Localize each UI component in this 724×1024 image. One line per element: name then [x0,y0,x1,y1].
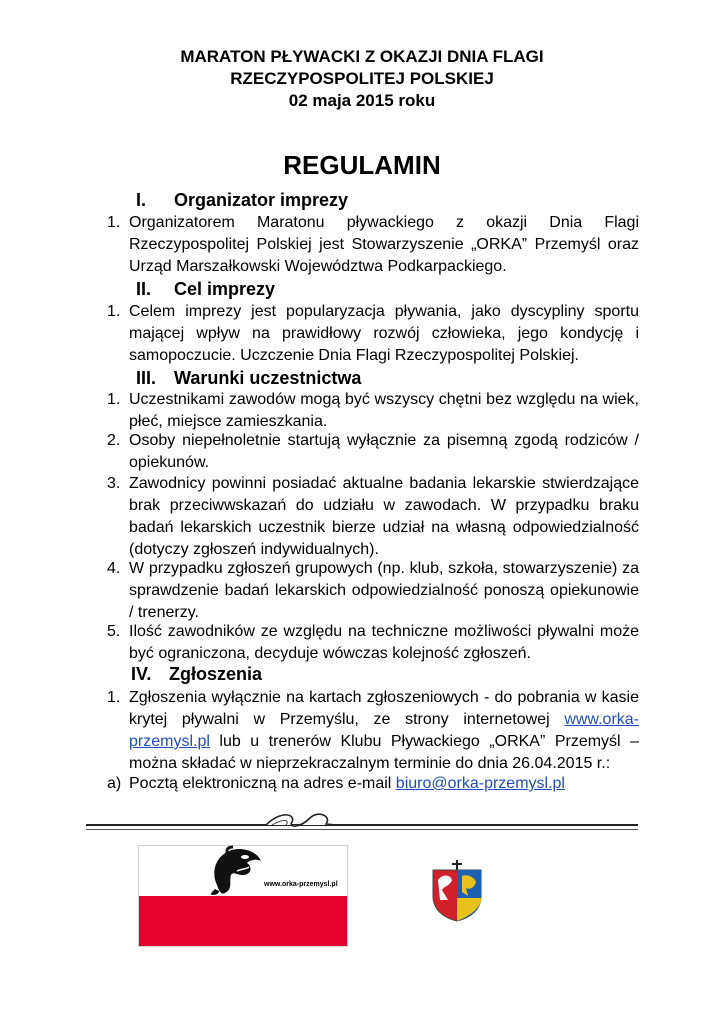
orca-icon [207,845,265,897]
list-item: 1. Uczestnikami zawodów mogą być wszyscy chętni bez względu na wiek, płeć, miejsce zamieszkania. [107,391,639,430]
list-item: 3. Zawodnicy powinni posiadać aktualne badania lekarskie stwierdzające brak przeciwwskazań do udziału w zawodach. W przypadku braku badań lekarskich uczestnik bierze udział na własną odpowiedzialność (dotyczy zgłoszeń indywidualnych). [107,475,639,558]
list-item: 2. Osoby niepełnoletnie startują wyłącznie za pisemną zgodą rodziców / opiekunów. [107,432,639,471]
section-heading-organizer: I. Organizator imprezy [136,190,349,210]
section-heading-goal: II. Cel imprezy [136,279,276,299]
document-title: REGULAMIN [283,150,441,180]
list-item: 4. W przypadku zgłoszeń grupowych (np. klub, szkoła, stowarzyszenie) za sprawdzenie badań lekarskich odpowiedzialność ponoszą opiekunowie / trenerzy. [107,560,639,621]
section-heading-conditions: III. Warunki uczestnictwa [136,368,362,388]
list-item: 5. Ilość zawodników ze względu na techniczne możliwości pływalni może być ograniczona, decyduje wówczas kolejność zgłoszeń. [107,623,639,662]
website-link[interactable]: www.orka-przemysl.pl [129,711,639,750]
list-item: 1. Zgłoszenia wyłącznie na kartach zgłoszeniowych - do pobrania w kasie krytej pływalni w Przemyślu, ze strony internetowej www.orka-przemysl.pl lub u trenerów Klubu Pływackiego „ORKA” Przemyśl – można składać w nieprzekraczalnym terminie do dnia 26.04.2015 r.: [107,689,639,772]
header-date: 02 maja 2015 roku [288,91,436,110]
list-item: 1. Celem imprezy jest popularyzacja pływania, jako dyscypliny sportu mającej wpływ na prawidłowy rozwój człowieka, jego kondycję i samopoczucie. Uczczenie Dnia Flagi Rzeczypospolitej Polskiej. [107,303,639,364]
header-line-2: RZECZYPOSPOLITEJ POLSKIEJ [230,69,494,88]
list-item: a) Pocztą elektroniczną na adres e-mail biuro@orka-przemysl.pl [107,775,565,792]
list-item: 1. Organizatorem Maratonu pływackiego z okazji Dnia Flagi Rzeczypospolitej Polskiej jest Stowarzyszenie „ORKA” Przemyśl oraz Urząd Marszałkowski Województwa Podkarpackiego. [107,214,639,275]
coat-of-arms-icon [430,856,484,922]
email-link[interactable]: biuro@orka-przemysl.pl [395,775,565,792]
wave-divider [86,812,638,842]
section-heading-registration: IV. Zgłoszenia [131,664,263,684]
header-line-1: MARATON PŁYWACKI Z OKAZJI DNIA FLAGI [180,47,544,66]
logo-url-text: www.orka-przemysl.pl [264,881,338,888]
